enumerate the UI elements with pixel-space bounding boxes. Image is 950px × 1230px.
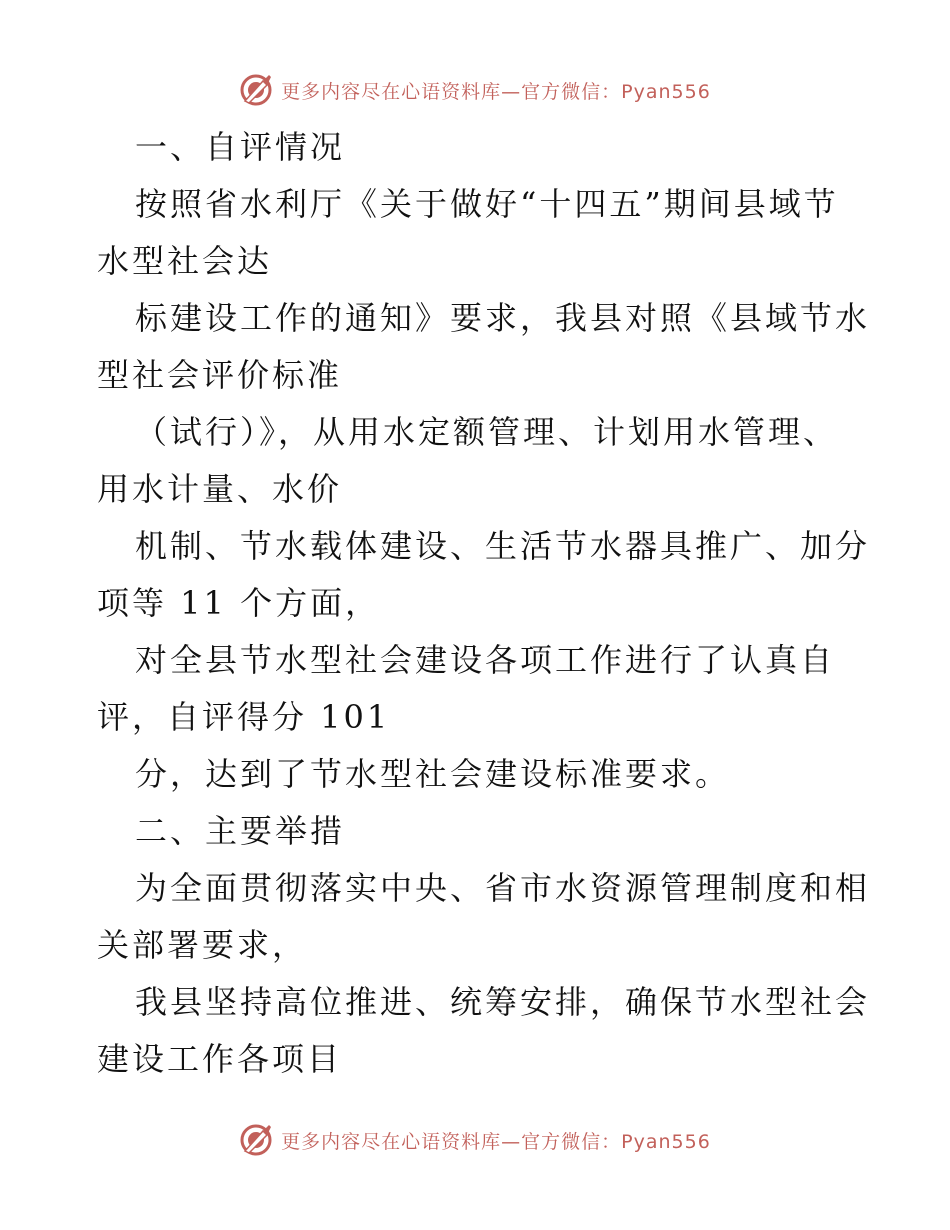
line-continuation: 建设工作各项目	[97, 1040, 343, 1078]
line: 二、主要举措	[135, 812, 346, 850]
line-continuation: 用水计量、水价	[97, 470, 343, 508]
line-continuation: 型社会评价标准	[97, 356, 343, 394]
header-banner	[0, 70, 950, 110]
pen-circle-logo-icon	[239, 73, 273, 107]
paragraph	[97, 518, 871, 632]
line: 对全县节水型社会建设各项工作进行了认真自	[135, 641, 836, 679]
paragraph	[97, 290, 871, 404]
document-body	[97, 119, 871, 1088]
line-continuation: 关部署要求，	[97, 926, 308, 964]
line: （试行）》，从用水定额管理、计划用水管理、	[135, 413, 839, 451]
pen-circle-logo-icon	[239, 1123, 273, 1157]
line: 按照省水利厅《关于做好“十四五”期间县域节	[135, 185, 839, 223]
line-continuation: 水型社会达	[97, 242, 273, 280]
paragraph	[97, 746, 857, 803]
line-continuation: 项等 11 个方面，	[97, 584, 381, 622]
footer-banner-text: 更多内容尽在心语资料库—官方微信：Pyan556	[281, 1130, 711, 1153]
paragraph	[97, 974, 871, 1088]
paragraph	[97, 632, 857, 746]
line: 标建设工作的通知》要求，我县对照《县域节水	[135, 299, 871, 337]
paragraph	[97, 404, 857, 518]
paragraph	[97, 803, 857, 860]
line: 为全面贯彻落实中央、省市水资源管理制度和相	[135, 869, 871, 907]
line: 我县坚持高位推进、统筹安排，确保节水型社会	[135, 983, 871, 1021]
footer-banner	[0, 1120, 950, 1160]
line-continuation: 评，自评得分 101	[97, 698, 391, 736]
paragraph	[97, 176, 857, 290]
paragraph	[97, 119, 857, 176]
paragraph	[97, 860, 871, 974]
header-banner-text: 更多内容尽在心语资料库—官方微信：Pyan556	[281, 80, 711, 103]
line: 一、自评情况	[135, 128, 346, 166]
line: 机制、节水载体建设、生活节水器具推广、加分	[135, 527, 871, 565]
line: 分，达到了节水型社会建设标准要求。	[135, 755, 731, 793]
